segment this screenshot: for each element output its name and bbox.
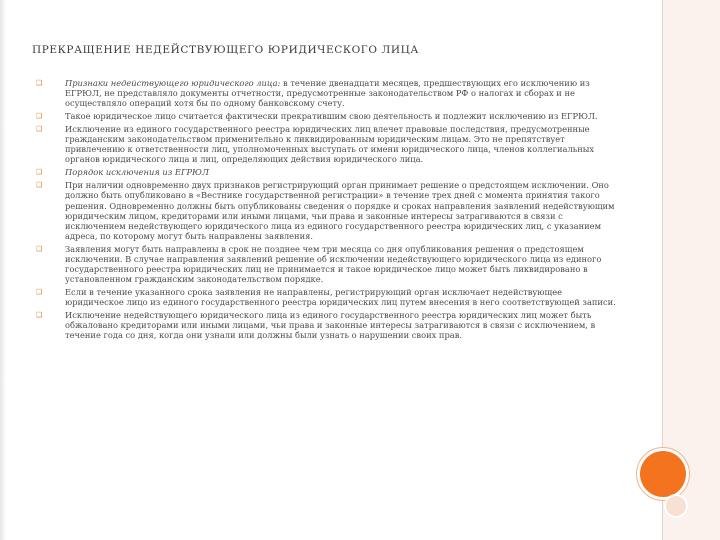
list-item <box>36 287 618 307</box>
left-edge-shade <box>0 0 6 540</box>
list-item <box>36 310 618 340</box>
hollow-square-bullet-icon: ❑ <box>36 244 43 253</box>
hollow-square-bullet-icon: ❑ <box>36 287 43 296</box>
hollow-square-bullet-icon: ❑ <box>36 125 43 134</box>
hollow-square-bullet-icon: ❑ <box>36 310 43 319</box>
hollow-square-bullet-icon: ❑ <box>36 112 43 121</box>
list-item <box>36 244 618 284</box>
orange-circle-decor <box>640 451 686 497</box>
item-text: Такое юридическое лицо считается фактически прекратившим свою деятельность и подлежит исключению из ЕГРЮЛ. <box>65 111 598 122</box>
item-text: Если в течение указанного срока заявления не направлены, регистрирующий орган исключает недействующее юридическое лицо из единого государственного реестра юридических лиц путем внесения в него соответствующей записи. <box>65 286 616 307</box>
list-item <box>36 180 618 240</box>
small-circle-decor <box>666 496 686 516</box>
list-item <box>36 78 618 108</box>
item-lead: Порядок исключения из ЕГРЮЛ <box>65 167 209 178</box>
item-text: Заявления могут быть направлены в срок не позднее чем три месяца со дня опубликования решения о предстоящем исключении. В случае направления заявлений решение об исключении недействующего юридического лица из единого государственного реестра юридических лиц не принимается и такое юридическое лицо может быть ликвидировано в установленном гражданским законодательством порядке. <box>65 243 602 284</box>
item-text: Исключение из единого государственного реестра юридических лиц влечет правовые последствия, предусмотренные гражданским законодательством применительно к ликвидированным юридическим лицам. Это не препятствует привлечению к ответственности лиц, уполномоченных выступать от имени юридического лица, членов коллегиальных органов юридического лица и лиц, определяющих действия юридического лица. <box>65 124 595 165</box>
hollow-square-bullet-icon: ❑ <box>36 168 43 177</box>
list-item <box>36 167 618 177</box>
list-item <box>36 124 618 164</box>
list-item <box>36 111 618 121</box>
hollow-square-bullet-icon: ❑ <box>36 181 43 190</box>
item-lead: Признаки недействующего юридического лица: <box>65 78 281 88</box>
slide-title: ПРЕКРАЩЕНИЕ НЕДЕЙСТВУЮЩЕГО ЮРИДИЧЕСКОГО ЛИЦА <box>32 44 419 56</box>
item-text: в течение двенадцати месяцев, предшествующих его исключению из ЕГРЮЛ, не представляло документы отчетности, предусмотренные законодательством РФ о налогах и сборах и не осуществляло операций хотя бы по одному банковскому счету. <box>65 78 590 109</box>
item-text: Исключение недействующего юридического лица из единого государственного реестра юридических лиц может быть обжаловано кредиторами или иными лицами, чьи права и законные интересы затрагиваются в связи с исключением, в течение года со дня, когда они узнали или должны были узнать о нарушении своих прав. <box>65 309 596 341</box>
item-text: При наличии одновременно двух признаков регистрирующий орган принимает решение о предстоящем исключении. Оно должно быть опубликовано в «Вестнике государственной регистрации» в течение трех дней с момента принятия такого решения. Одновременно должны быть опубликованы сведения о порядке и сроках направления заявлений недействующим юридическим лицом, кредиторами или иными лицами, чьи права и законные интересы затрагиваются в связи с исключением недействующего юридического лица из единого государственного реестра юридических лиц, с указанием адреса, по которому могут быть направлены заявления. <box>65 180 615 241</box>
bullet-list <box>36 78 618 343</box>
hollow-square-bullet-icon: ❑ <box>36 79 43 87</box>
